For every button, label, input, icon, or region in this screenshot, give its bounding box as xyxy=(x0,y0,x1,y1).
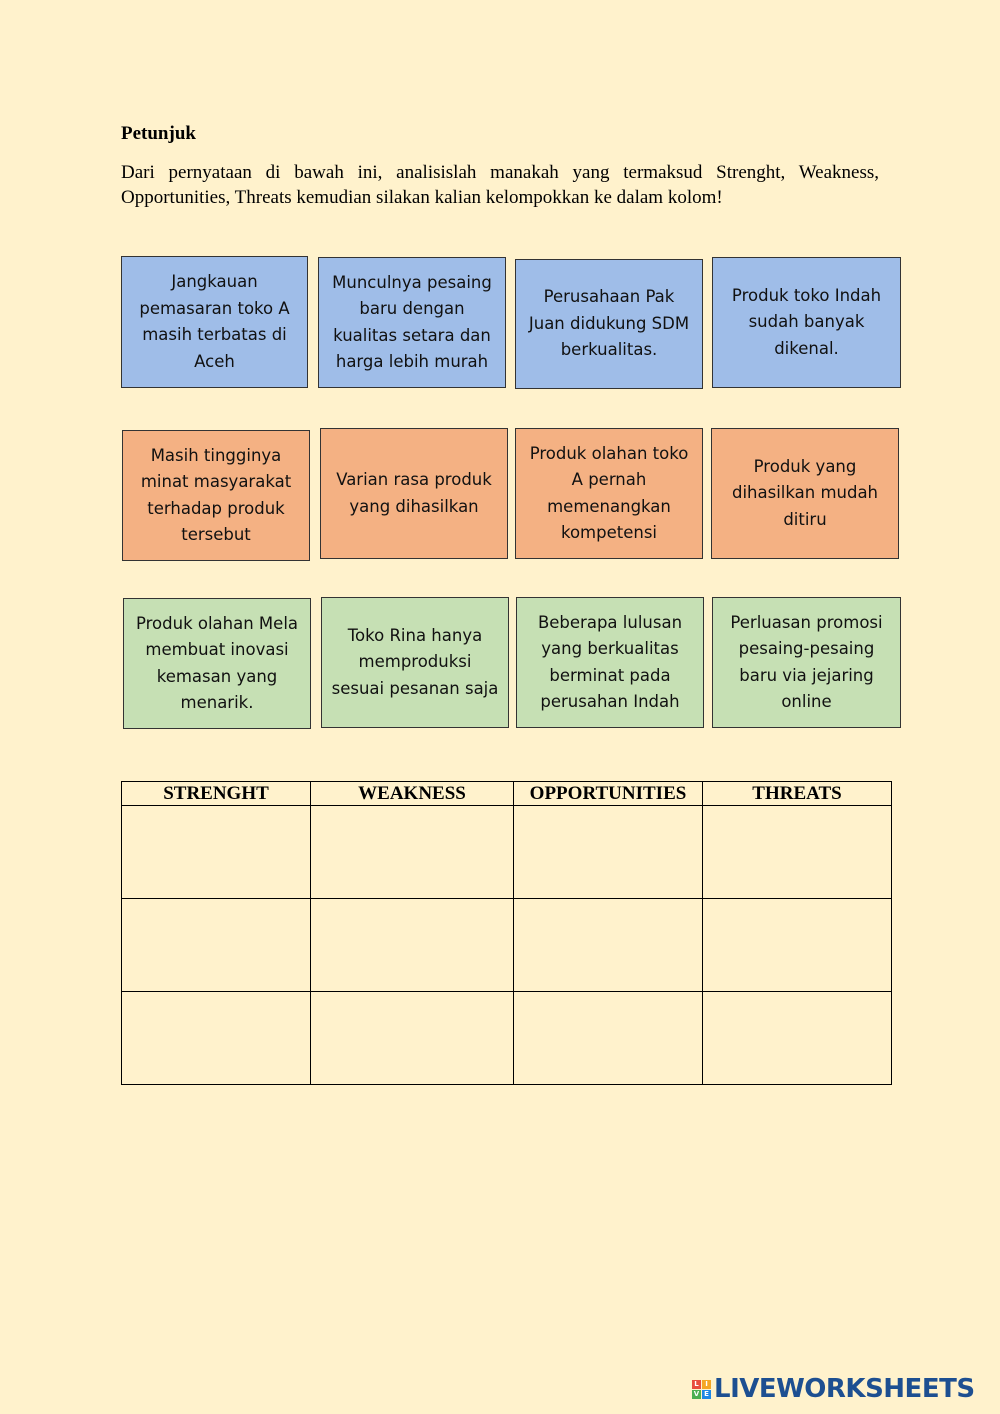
liveworksheets-logo xyxy=(692,1374,975,1404)
statement-card[interactable] xyxy=(515,259,703,389)
logo-text: LIVEWORKSHEETS xyxy=(714,1374,975,1404)
instructions-title: Petunjuk xyxy=(121,123,196,144)
statement-card[interactable] xyxy=(712,257,901,388)
statement-card[interactable] xyxy=(515,428,703,559)
drop-zone-threats[interactable] xyxy=(703,992,892,1085)
statement-card-text: Perusahaan Pak Juan didukung SDM berkualitas. xyxy=(528,287,690,360)
header-opportunities: OPPORTUNITIES xyxy=(514,782,703,806)
table-row xyxy=(122,899,892,992)
logo-mark-letter: L xyxy=(692,1380,701,1389)
logo-mark-icon xyxy=(692,1380,711,1399)
statement-card[interactable] xyxy=(122,430,310,561)
header-weakness: WEAKNESS xyxy=(311,782,514,806)
drop-zone-strenght[interactable] xyxy=(122,899,311,992)
statement-card-text: Varian rasa produk yang dihasilkan xyxy=(336,470,492,516)
instructions-text: Dari pernyataan di bawah ini, analisislah manakah yang termaksud Strenght, Weakness, Opportunities, Threats kemudian silakan kalian kelompokkan ke dalam kolom! xyxy=(121,162,879,208)
statement-card[interactable] xyxy=(711,428,899,559)
statement-card[interactable] xyxy=(318,257,506,388)
statement-card-text: Toko Rina hanya memproduksi sesuai pesanan saja xyxy=(331,625,499,698)
drop-zone-strenght[interactable] xyxy=(122,992,311,1085)
drop-zone-weakness[interactable] xyxy=(311,899,514,992)
drop-zone-threats[interactable] xyxy=(703,806,892,899)
logo-mark-letter: E xyxy=(702,1390,711,1399)
drop-zone-weakness[interactable] xyxy=(311,806,514,899)
statement-card-text: Produk toko Indah sudah banyak dikenal. xyxy=(731,285,882,358)
statement-card-text: Produk yang dihasilkan mudah ditiru xyxy=(731,456,879,529)
drop-zone-opportunities[interactable] xyxy=(514,899,703,992)
drop-zone-opportunities[interactable] xyxy=(514,992,703,1085)
swot-table xyxy=(121,781,892,1085)
statement-card-text: Munculnya pesaing baru dengan kualitas setara dan harga lebih murah xyxy=(332,272,492,371)
statement-card-text: Beberapa lulusan yang berkualitas berminat pada perusahan Indah xyxy=(537,612,683,711)
drop-zone-threats[interactable] xyxy=(703,899,892,992)
statement-card[interactable] xyxy=(516,597,704,728)
statement-card-text: Masih tingginya minat masyarakat terhadap produk tersebut xyxy=(140,445,292,544)
statement-card-text: Perluasan promosi pesaing-pesaing baru via jejaring online xyxy=(730,612,883,711)
logo-mark-letter: I xyxy=(702,1380,711,1389)
statement-card[interactable] xyxy=(123,598,311,729)
statement-card[interactable] xyxy=(321,597,509,728)
statement-card-text: Produk olahan Mela membuat inovasi kemasan yang menarik. xyxy=(135,613,299,712)
drop-zone-weakness[interactable] xyxy=(311,992,514,1085)
statement-card-text: Produk olahan toko A pernah memenangkan kompetensi xyxy=(529,443,689,542)
header-threats: THREATS xyxy=(703,782,892,806)
table-row xyxy=(122,992,892,1085)
logo-mark-letter: V xyxy=(693,1389,700,1398)
statement-card-text: Jangkauan pemasaran toko A masih terbatas di Aceh xyxy=(139,272,290,371)
statement-card[interactable] xyxy=(712,597,901,728)
drop-zone-opportunities[interactable] xyxy=(514,806,703,899)
drop-zone-strenght[interactable] xyxy=(122,806,311,899)
statement-card[interactable] xyxy=(121,256,308,388)
statement-card[interactable] xyxy=(320,428,508,559)
table-row xyxy=(122,806,892,899)
header-strenght: STRENGHT xyxy=(122,782,311,806)
swot-header-row xyxy=(122,782,892,806)
